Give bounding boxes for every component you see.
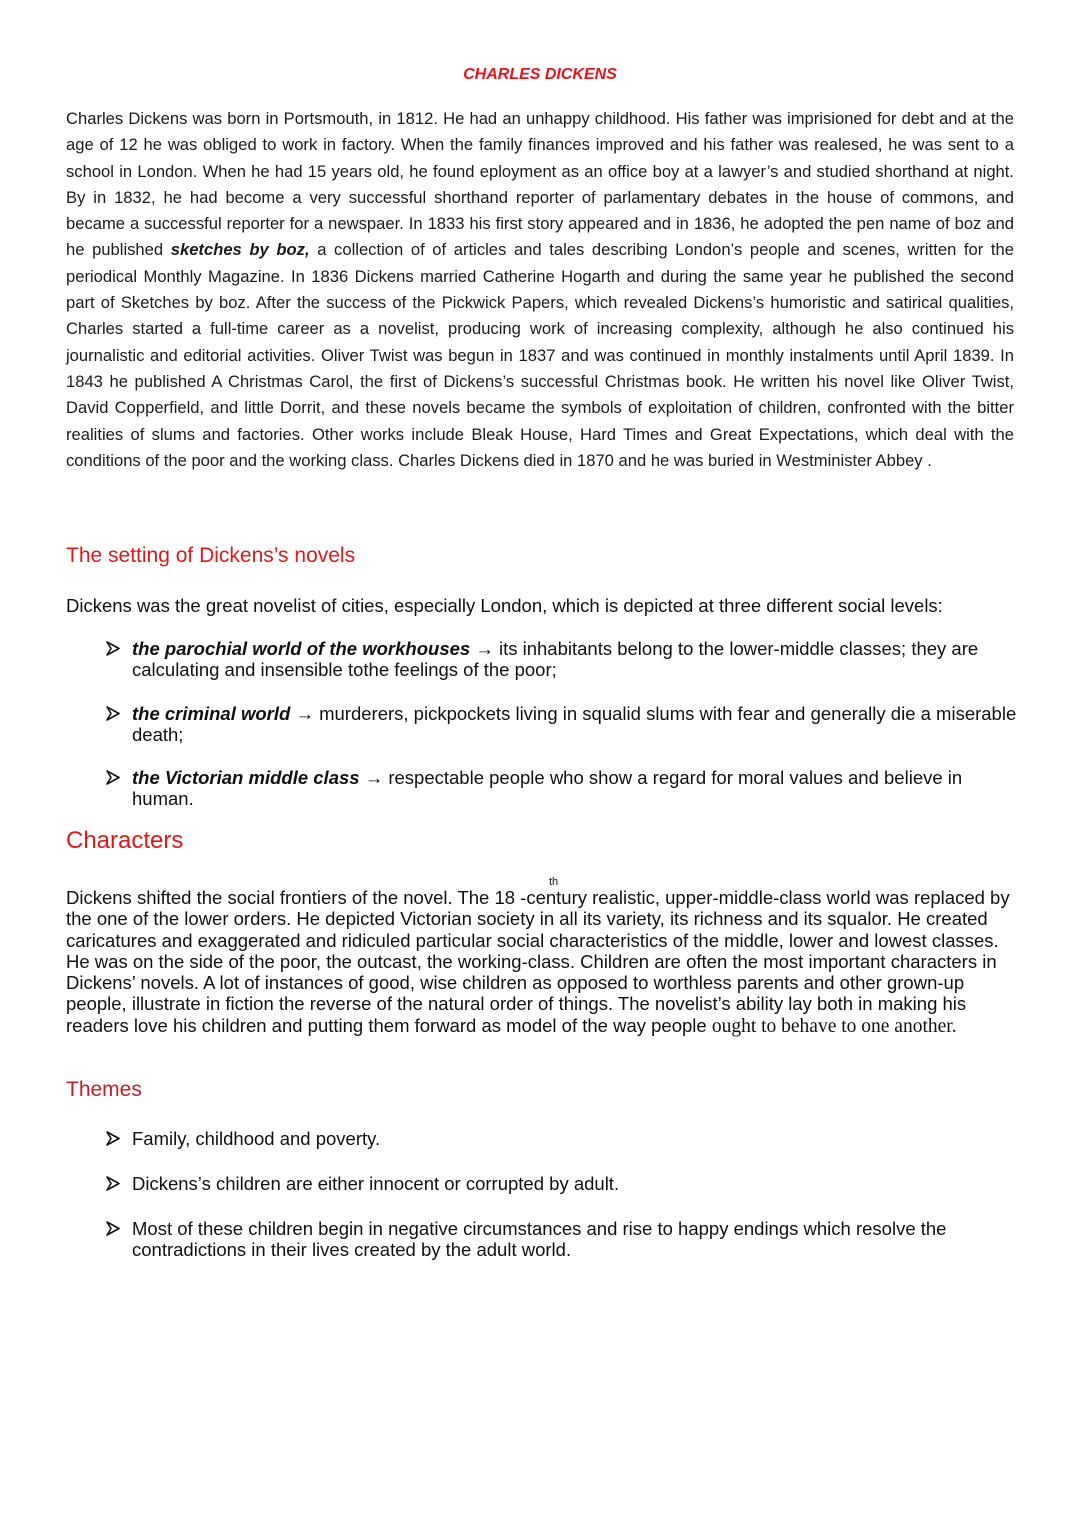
setting-item xyxy=(100,767,1020,809)
superscript-th: th xyxy=(549,876,559,888)
themes-heading: Themes xyxy=(66,1078,142,1101)
setting-item-text: respectable people who show a regard for moral values and believe in human. xyxy=(132,767,963,809)
theme-item xyxy=(100,1173,1020,1194)
arrowhead-bullet-icon xyxy=(106,706,120,721)
arrowhead-bullet-icon xyxy=(106,1131,120,1146)
setting-list-1 xyxy=(100,638,1020,680)
biography-text-1: Charles Dickens was born in Portsmouth, in 1812. He had an unhappy childhood. His father was imprisioned for debt and at the age of 12 he was obliged to work in factory. When the family finances improved and his father was realesed, he was sent to a school in London. When he had 15 years old, he found eployment as an office boy at a lawyer’s and studied shorthand at night. By in 1832, he had become a very successful shorthand reporter of parlamentary debates in the house of commons, and became a successful reporter for a newspaer. In 1833 his first story appeared and in 1836, he adopted the pen name of boz and he published xyxy=(66,109,1014,260)
biography-bold-title: sketches by boz, xyxy=(170,240,310,260)
theme-item xyxy=(100,1218,1020,1260)
setting-list-2 xyxy=(100,703,1020,745)
theme-item-text: Family, childhood and poverty. xyxy=(132,1128,381,1149)
arrowhead-bullet-icon xyxy=(106,1221,120,1236)
arrowhead-bullet-icon xyxy=(106,1176,120,1191)
setting-item-lead: the criminal world xyxy=(132,703,291,724)
setting-item-lead: the parochial world of the workhouses xyxy=(132,638,471,659)
setting-item-lead: the Victorian middle class xyxy=(132,767,360,788)
biography-text-2: a collection of of articles and tales describing London’s people and scenes, written for the periodical Monthly Magazine. In 1836 Dickens married Catherine Hogarth and during the same year he published the second part of Sketches by boz. After the success of the Pickwick Papers, which revealed Dickens’s humoristic and satirical qualities, Charles started a full-time career as a novelist, producing work of increasing complexity, although he also continued his journalistic and editorial activities. Oliver Twist was begun in 1837 and was continued in monthly instalments until April 1839. In 1843 he published A Christmas Carol, the first of Dickens’s successful Christmas book. He written his novel like Oliver Twist, David Copperfield, and little Dorrit, and these novels became the symbols of exploitation of children, confronted with the bitter realities of slums and factories. Other works include Bleak House, Hard Times and Great Expectations, which deal with the conditions of the poor and the working class. Charles Dickens died in 1870 and he was buried in Westminister Abbey . xyxy=(66,240,1014,470)
theme-item-text: Most of these children begin in negative circumstances and rise to happy endings which resolve the contradictions in their lives created by the adult world. xyxy=(132,1218,947,1260)
page-title: CHARLES DICKENS xyxy=(463,66,617,83)
characters-paragraph xyxy=(66,887,1026,1037)
arrow-icon: → xyxy=(470,638,499,659)
setting-item xyxy=(100,703,1020,745)
arrowhead-bullet-icon xyxy=(106,641,120,656)
setting-heading: The setting of Dickens’s novels xyxy=(66,544,356,567)
arrowhead-bullet-icon xyxy=(106,770,120,785)
themes-list xyxy=(100,1128,1020,1260)
theme-item xyxy=(100,1128,1020,1149)
arrow-icon: → xyxy=(290,703,320,724)
setting-intro: Dickens was the great novelist of cities, especially London, which is depicted at three different social levels: xyxy=(66,595,943,616)
characters-text-serif: ought to behave to one another. xyxy=(711,1015,957,1037)
setting-list-3 xyxy=(100,767,1020,809)
setting-item xyxy=(100,638,1020,680)
characters-heading: Characters xyxy=(66,827,184,854)
arrow-icon: → xyxy=(359,767,389,788)
setting-item-text: its inhabitants belong to the lower-middle classes; they are calculating and insensible tothe feelings of the poor; xyxy=(132,638,979,680)
setting-item-text: murderers, pickpockets living in squalid slums with fear and generally die a miserable death; xyxy=(132,703,1017,745)
theme-item-text: Dickens’s children are either innocent or corrupted by adult. xyxy=(132,1173,620,1194)
characters-text: Dickens shifted the social frontiers of the novel. The 18 -century realistic, upper-middle-class world was replaced by the one of the lower orders. He depicted Victorian society in all its variety, its richness and its squalor. He created caricatures and exaggerated and ridiculed particular social characteristics of the middle, lower and lowest classes. He was on the side of the poor, the outcast, the working-class. Children are often the most important characters in Dickens’ novels. A lot of instances of good, wise children as opposed to worthless parents and other grown-up people, illustrate in fiction the reverse of the natural order of things. The novelist’s ability lay both in making his readers love his children and putting them forward as model of the way people xyxy=(66,887,1010,1036)
biography-paragraph xyxy=(66,106,1014,474)
